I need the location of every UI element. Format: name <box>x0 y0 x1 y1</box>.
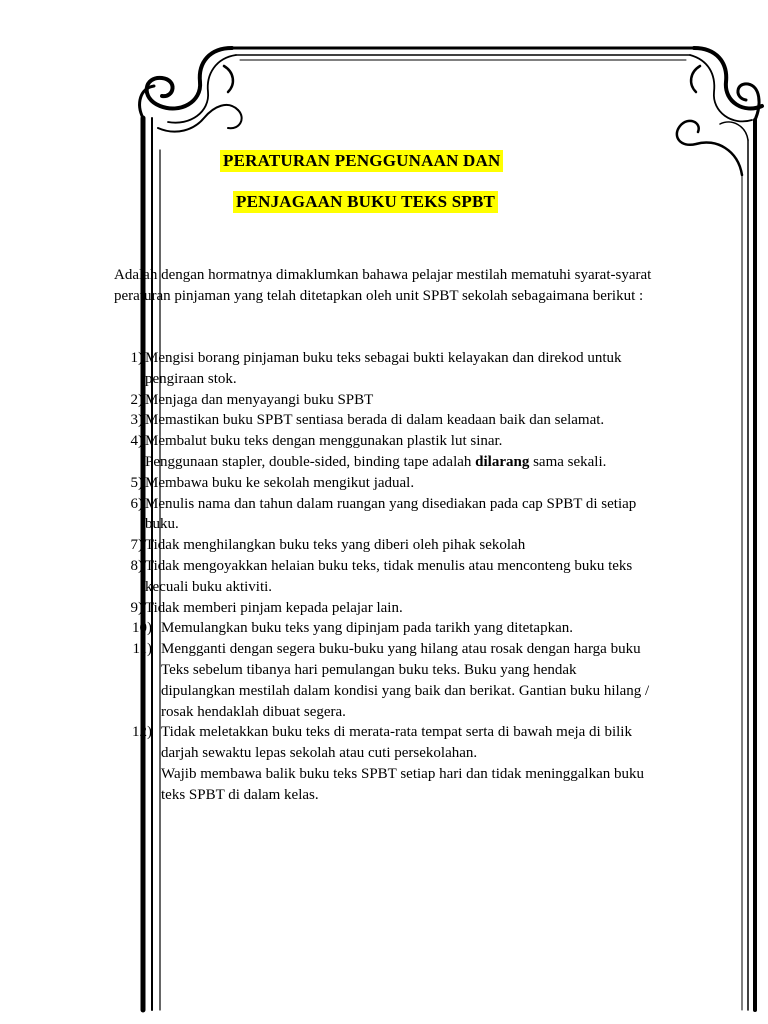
rule-text: Tidak mengoyakkan helaian buku teks, tidak menulis atau menconteng buku teks kecuali buku aktiviti. <box>145 557 633 595</box>
intro-paragraph: Adalah dengan hormatnya dimaklumkan bahawa pelajar mestilah mematuhi syarat-syarat peraturan pinjaman yang telah ditetapkan oleh unit SPBT sekolah sebagaimana berikut : <box>114 267 652 304</box>
rule-number: 11) <box>132 641 152 658</box>
rule-text: Membawa buku ke sekolah mengikut jadual. <box>145 474 415 491</box>
rules-list <box>114 348 654 806</box>
rule-item-10 <box>114 618 654 639</box>
rule-text: Tidak menghilangkan buku teks yang diberi oleh pihak sekolah <box>145 537 526 554</box>
rule-item-11 <box>114 639 654 722</box>
rule-number: 3) <box>130 412 143 429</box>
rule-number: 8) <box>130 557 143 574</box>
rule-text-part: sama sekali. <box>529 453 607 470</box>
rule-text: Mengisi borang pinjaman buku teks sebagai bukti kelayakan dan direkod untuk pengiraan stok. <box>145 350 622 387</box>
rule-item-4 <box>114 431 654 473</box>
rule-item-12 <box>114 722 654 805</box>
rule-number: 1) <box>130 350 143 366</box>
rule-item-3 <box>114 410 654 431</box>
rule-number: 2) <box>130 391 143 408</box>
rule-number: 12) <box>132 724 152 741</box>
document-title-line-2: PENJAGAAN BUKU TEKS SPBT <box>233 191 498 213</box>
rule-text: Membalut buku teks dengan menggunakan plastik lut sinar. <box>145 433 503 450</box>
rule-text: Tidak memberi pinjam kepada pelajar lain. <box>145 599 403 616</box>
rule-text: Tidak meletakkan buku teks di merata-rata tempat serta di bawah meja di bilik darjah sewaktu lepas sekolah atau cuti persekolahan. <box>161 724 632 762</box>
rule-text: Memastikan buku SPBT sentiasa berada di dalam keadaan baik dan selamat. <box>145 412 605 429</box>
rule-text: Memulangkan buku teks yang dipinjam pada tarikh yang ditetapkan. <box>161 620 573 637</box>
rule-number: 7) <box>130 537 143 554</box>
rule-number: 10) <box>132 620 152 637</box>
rule-text-emphasis: dilarang <box>475 453 530 470</box>
rule-item-6 <box>114 494 654 536</box>
rule-text-part: Penggunaan stapler, double-sided, binding tape adalah <box>145 453 476 470</box>
rule-item-5 <box>114 473 654 494</box>
rule-item-1 <box>114 348 654 390</box>
rule-number: 6) <box>130 495 143 512</box>
rule-text: Menjaga dan menyayangi buku SPBT <box>145 391 374 408</box>
rule-item-7 <box>114 535 654 556</box>
rule-number: 9) <box>130 599 143 616</box>
rule-item-2 <box>114 390 654 411</box>
rule-item-8 <box>114 556 654 598</box>
rule-text: Mengganti dengan segera buku-buku yang hilang atau rosak dengan harga buku Teks sebelum tibanya hari pemulangan buku teks. Buku yang hendak dipulangkan mestilah dalam kondisi yang baik dan berikat. Gantian buku hilang / rosak hendaklah dibuat segera. <box>161 641 650 720</box>
rule-text: Menulis nama dan tahun dalam ruangan yang disediakan pada cap SPBT di setiap buku. <box>145 495 637 533</box>
document-title-line-1: PERATURAN PENGGUNAAN DAN <box>220 150 503 172</box>
rule-text-continued <box>145 452 654 473</box>
rule-number: 4) <box>130 433 143 450</box>
rule-number: 5) <box>130 474 143 491</box>
rule-text-continued: Wajib membawa balik buku teks SPBT setiap hari dan tidak meninggalkan buku teks SPBT di dalam kelas. <box>161 765 645 803</box>
rule-item-9 <box>114 598 654 619</box>
